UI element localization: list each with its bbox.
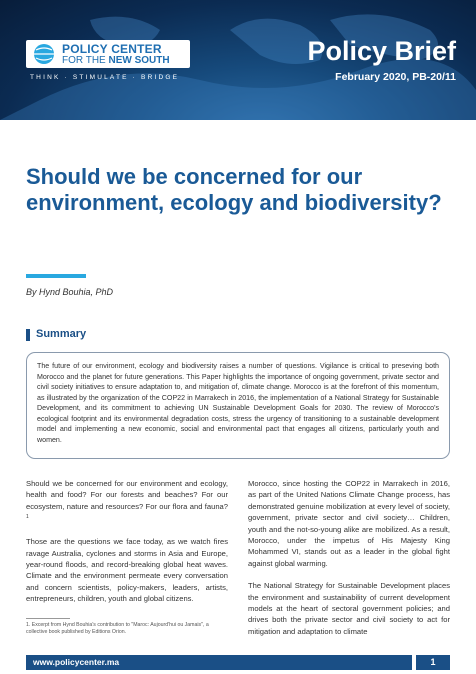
author-byline: By Hynd Bouhia, PhD: [26, 287, 114, 297]
paragraph: Those are the questions we face today, as we watch fires ravage Australia, cyclones and storms in Asia and Europe, year-round floods, and record-breaking global heat waves. Climate and the environment permeate every conversation and concern scientists, policy-makers, leaders, artists, entrepreneurs, children, youth and global citizens.: [26, 537, 228, 604]
left-column: [26, 478, 228, 605]
footnote-rule: [26, 618, 70, 619]
footer-url-link[interactable]: www.policycenter.ma: [33, 657, 120, 667]
logo-text-line2: FOR THE NEW SOUTH: [62, 55, 170, 66]
right-column: [248, 478, 450, 637]
date-reference: February 2020, PB-20/11: [335, 71, 456, 83]
page-number: 1: [416, 655, 450, 670]
document-type-title: Policy Brief: [307, 36, 456, 66]
summary-text: The future of our environment, ecology and biodiversity raises a number of questions. Vigilance is critical to preseving both Morocco and the planet for future generations. This Paper highlights the importance of ongoing government, private sector and civil society initiatives to ensure adaptation to, and mitigation of, climate change. Morocco is at the forefront of this momentum, as illustrated by the organization of the COP22 in Marrakech in 2016, the implementation of a National Strategy for Sustainable Development, and its commitment to achieving UN Sustainable Development Goals for 2030. The review of Morocco's ecological footprint and its environmental degradation costs, stress the urgency of transitioning to a sustainable development model and implementing a new economic, social and environmental pact that engages all citizens, particularly youth and women.: [37, 362, 439, 444]
logo-globe-icon: [30, 42, 58, 66]
footnote-ref[interactable]: 1: [26, 514, 29, 521]
tagline: THINK · STIMULATE · BRIDGE: [30, 74, 180, 81]
footnote: 1. Excerpt from Hynd Bouhia's contribution to "Maroc: Aujourd'hui ou Jamais", a collective book published by Editions Orion.: [26, 622, 209, 635]
summary-box: [26, 352, 450, 459]
logo-text-line1: POLICY CENTER: [62, 42, 162, 56]
page-title: Should we be concerned for our environment, ecology and biodiversity?: [26, 164, 442, 215]
title-accent-rule: [26, 274, 86, 278]
summary-heading: Summary: [36, 328, 87, 340]
paragraph: Should we be concerned for our environment and ecology, health and food? For our forests and beaches? For our ecosystem, nature and resources? For our flora and fauna?$^1$: [26, 479, 228, 521]
summary-marker: [26, 329, 30, 341]
paragraph: Morocco, since hosting the COP22 in Marrakech in 2016, as part of the United Nations Climate Change process, has demonstrated genuine mobilization at every level of society, government, private sector and civil society… Children, youth and the not-so-young alike are mobilized. As a result, Morocco, under the impetus of His Majesty King Mohammed VI, stands out as a leader in the global fight against global warming.: [248, 479, 450, 568]
paragraph: The National Strategy for Sustainable Development places the environment and sustainability of current development models at the heart of sectoral government policies; and drives both the private sector and civil society to act for mitigation and adaptation to climate: [248, 581, 450, 636]
